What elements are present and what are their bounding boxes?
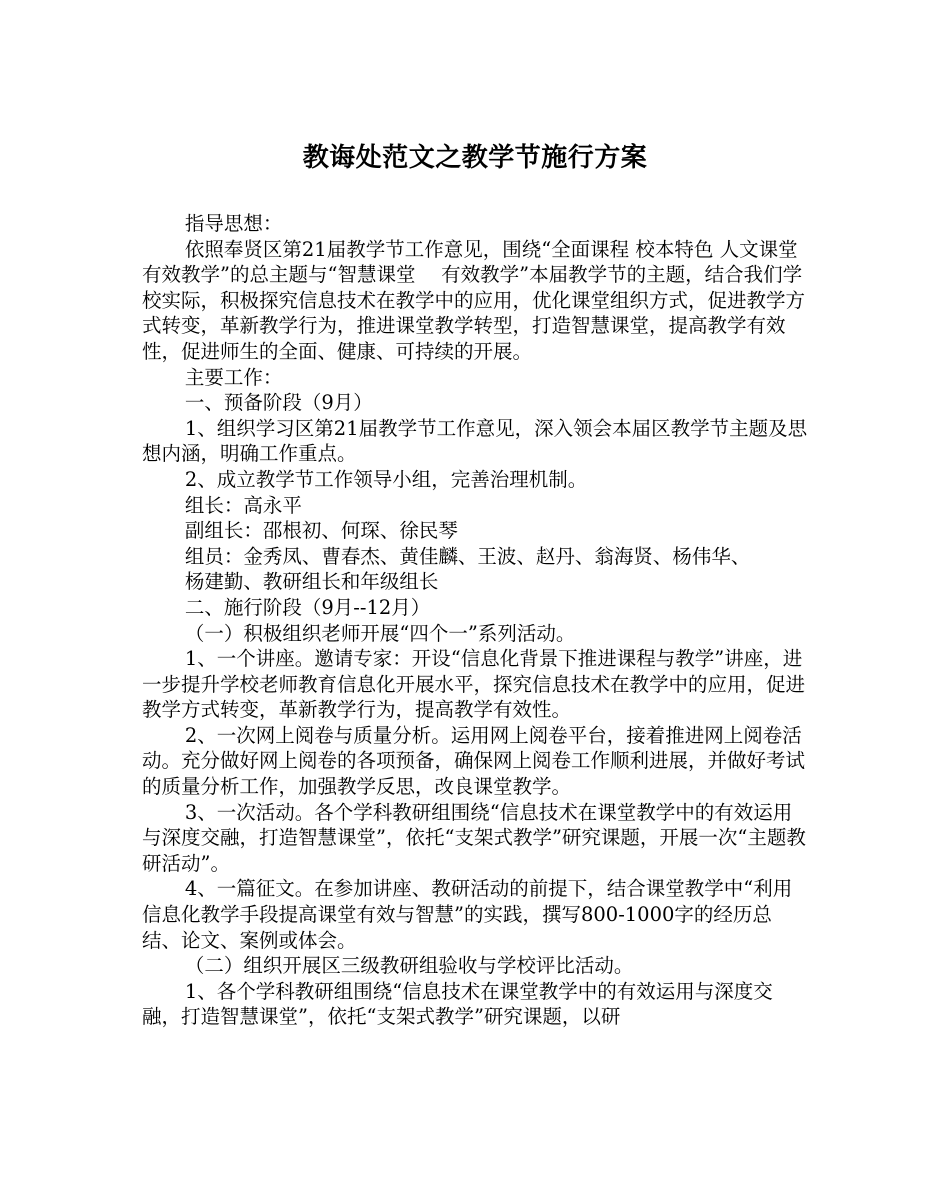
paragraph-stage-one-item-2: 2、成立教学节工作领导小组，完善治理机制。 bbox=[184, 467, 588, 491]
paragraph-deputy-leaders: 副组长：邵根初、何琛、徐民琴 bbox=[184, 519, 458, 543]
paragraph-guiding-text: 依照奉贤区第21届教学节工作意见，围绕“全面课程 校本特色 人文课堂 有效教学”的总主题与“智慧课堂 有效教学”本届教学节的主题，结合我们学校实际，积极探究信息技术在教学中的应用，优化课堂组织方式，促进教学方式转变，革新教学行为，推进课堂教学转型，打造智慧课堂，提高教学有效性，促进师生的全面、健康、可持续的开展。 bbox=[142, 237, 806, 363]
paragraph-activity: 3、一次活动。各个学科教研组围绕“信息技术在课堂教学中的有效运用与深度交融，打造智慧课堂”，依托“支架式教学”研究课题，开展一次“主题教研活动”。 bbox=[142, 800, 806, 875]
paragraph-section-two-heading: （二）组织开展区三级教研组验收与学校评比活动。 bbox=[184, 954, 634, 978]
paragraph-section-two-item-1: 1、各个学科教研组围绕“信息技术在课堂教学中的有效运用与深度交融，打造智慧课堂”，依托“支架式教学”研究课题，以研 bbox=[142, 979, 773, 1029]
document-title: 教诲处范文之教学节施行方案 bbox=[302, 143, 648, 173]
paragraph-stage-one-item-1: 1、组织学习区第21届教学节工作意见，深入领会本届区教学节主题及思想内涵，明确工作重点。 bbox=[142, 416, 808, 466]
document-body bbox=[142, 211, 810, 1030]
paragraph-group-leader: 组长：高永平 bbox=[184, 493, 302, 517]
paragraph-online-grading: 2、一次网上阅卷与质量分析。运用网上阅卷平台，接着推进网上阅卷活动。充分做好网上阅卷的各项预备，确保网上阅卷工作顺利进展，并做好考试的质量分析工作，加强教学反思，改良课堂教学。 bbox=[142, 723, 806, 799]
paragraph-members: 组员：金秀凤、曹春杰、黄佳麟、王波、赵丹、翁海贤、杨伟华、 bbox=[184, 544, 751, 568]
paragraph-section-one-heading: （一）积极组织老师开展“四个一”系列活动。 bbox=[184, 621, 576, 645]
paragraph-guiding-heading: 指导思想： bbox=[184, 212, 283, 235]
paragraph-members-continued: 杨建勤、教研组长和年级组长 bbox=[184, 570, 439, 594]
paragraph-stage-two-heading: 二、施行阶段（9月--12月） bbox=[184, 595, 431, 619]
paragraph-stage-one-heading: 一、预备阶段（9月） bbox=[184, 391, 373, 415]
paragraph-main-work-heading: 主要工作： bbox=[184, 365, 283, 389]
paragraph-essay: 4、一篇征文。在参加讲座、教研活动的前提下，结合课堂教学中“利用信息化教学手段提高课堂有效与智慧”的实践，撰写800-1000字的经历总结、论文、案例或体会。 bbox=[142, 877, 793, 952]
paragraph-lecture: 1、一个讲座。邀请专家：开设“信息化背景下推进课程与教学”讲座，进一步提升学校老师教育信息化开展水平，探究信息技术在教学中的应用，促进教学方式转变，革新教学行为，提高教学有效性。 bbox=[142, 647, 806, 722]
